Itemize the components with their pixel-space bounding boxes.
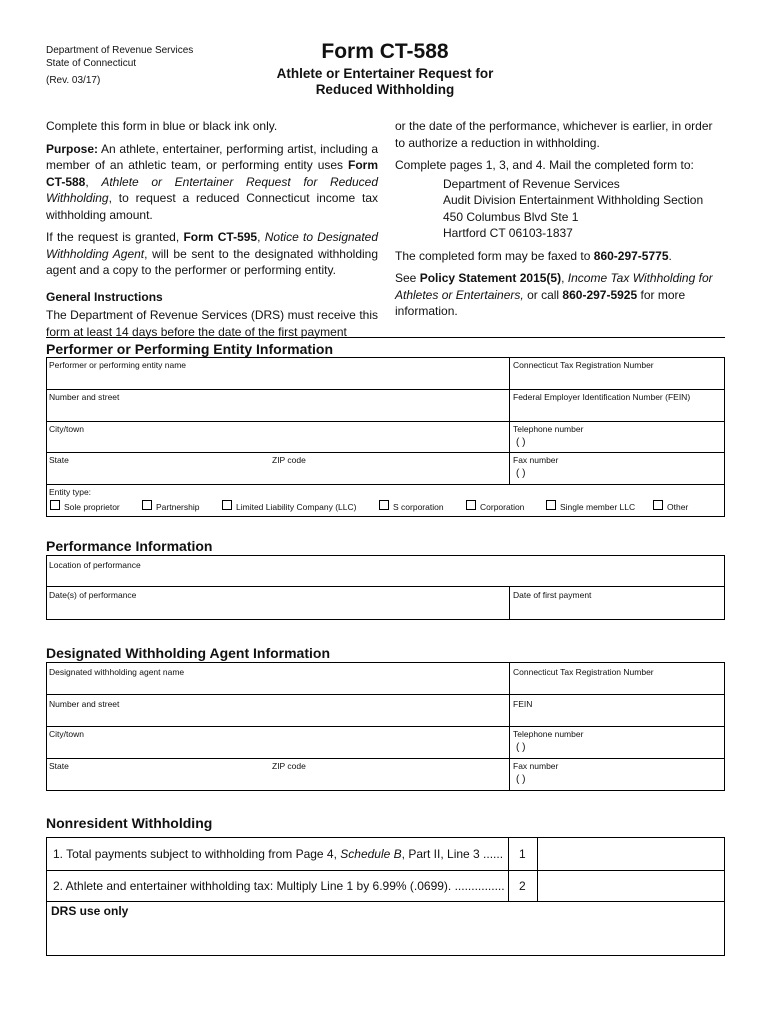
purpose-paragraph (46, 141, 378, 224)
granted-paragraph (46, 229, 378, 279)
line-1-text: 1. Total payments subject to withholding from Page 4, (53, 847, 341, 861)
continued-text: or the date of the performance, whichever is earlier, in order to authorize a reduction in withholding. (395, 119, 713, 150)
address-line: Hartford CT 06103-1837 (443, 226, 573, 240)
line-1-schedule: Schedule B (340, 847, 402, 861)
ink-note: Complete this form in blue or black ink only. (46, 119, 278, 133)
row-divider (46, 694, 725, 695)
performer-city-field[interactable]: City/town (49, 424, 84, 434)
performer-state-field[interactable]: State (49, 455, 69, 465)
dept-name: Department of Revenue Services (46, 45, 194, 56)
performer-fax-field[interactable]: Fax number (513, 455, 559, 465)
line-1-label (53, 847, 503, 861)
performance-box (46, 555, 725, 620)
policy-sep: , (561, 271, 568, 285)
purpose-text-end: , to request a reduced Connecticut income tax withholding amount. (46, 191, 378, 222)
agent-name-field[interactable]: Designated withholding agent name (49, 667, 185, 677)
col-divider (509, 586, 510, 620)
address-line: 450 Columbus Blvd Ste 1 (443, 209, 579, 224)
fax-paragraph (395, 248, 725, 265)
drs-use-only-label: DRS use only (51, 904, 129, 918)
agent-phone-field[interactable]: Telephone number (513, 729, 584, 739)
other-checkbox[interactable] (653, 500, 663, 510)
line-1-amount-field[interactable] (538, 838, 724, 870)
col-divider (509, 662, 510, 791)
performer-box (46, 357, 725, 517)
partnership-checkbox[interactable] (142, 500, 152, 510)
other-label: Other (667, 502, 689, 512)
general-instructions-text: The Department of Revenue Services (DRS) must receive this form at least 14 days before the date of the first payment (46, 308, 378, 339)
agent-zip-field[interactable]: ZIP code (272, 761, 306, 771)
agent-street-field[interactable]: Number and street (49, 699, 120, 709)
entity-type-label: Entity type: (49, 487, 92, 497)
instructions-left (46, 118, 378, 346)
line-1-text-end: , Part II, Line 3 ...... (401, 847, 504, 861)
address-line: Department of Revenue Services (443, 176, 620, 191)
agent-phone-area-code[interactable]: ( ) (516, 742, 526, 753)
col-divider (509, 357, 510, 484)
row-divider (46, 901, 725, 902)
phone-area-code[interactable]: ( ) (516, 437, 526, 448)
policy-title: Income Tax Withholding for Athletes or Entertainers, (395, 271, 713, 302)
call-text: or call (523, 287, 563, 302)
policy-paragraph (395, 270, 725, 320)
purpose-sep: , (85, 174, 102, 189)
call-number: 860-297-5925 (562, 287, 638, 302)
performer-phone-field[interactable]: Telephone number (513, 424, 584, 434)
single-member-llc-checkbox[interactable] (546, 500, 556, 510)
form-title: Form CT-588 (321, 40, 449, 63)
llc-checkbox[interactable] (222, 500, 232, 510)
row-divider (46, 452, 725, 453)
performance-dates-field[interactable]: Date(s) of performance (49, 590, 137, 600)
agent-fax-area-code[interactable]: ( ) (516, 774, 526, 785)
purpose-text: An athlete, entertainer, performing artist, including a member of an athletic team, or performing entity uses (46, 141, 378, 172)
first-payment-date-field[interactable]: Date of first payment (513, 590, 592, 600)
state-name: State of Connecticut (46, 58, 137, 69)
performer-section-title: Performer or Performing Entity Information (46, 341, 334, 357)
performer-fein-field[interactable]: Federal Employer Identification Number (FEIN) (513, 392, 691, 402)
granted-sep: , (257, 230, 265, 244)
performer-ct-reg-field[interactable]: Connecticut Tax Registration Number (513, 360, 654, 370)
agent-ct-reg-field[interactable]: Connecticut Tax Registration Number (513, 667, 654, 677)
sole-proprietor-label: Sole proprietor (64, 502, 120, 512)
s-corporation-label: S corporation (393, 502, 444, 512)
corporation-checkbox[interactable] (466, 500, 476, 510)
complete-pages-text: Complete pages 1, 3, and 4. Mail the completed form to: (395, 158, 694, 172)
agent-city-field[interactable]: City/town (49, 729, 84, 739)
granted-text-end: , will be sent to the designated withholding agent and a copy to the performer or performing entity. (46, 246, 379, 277)
purpose-label: Purpose: (46, 141, 99, 156)
sole-proprietor-checkbox[interactable] (50, 500, 60, 510)
purpose-form-title: Athlete or Entertainer Request for Reduced Withholding (46, 174, 378, 205)
agent-section-title: Designated Withholding Agent Information (46, 645, 330, 661)
agent-fax-field[interactable]: Fax number (513, 761, 559, 771)
single-member-llc-label: Single member LLC (560, 502, 636, 512)
performance-section-title: Performance Information (46, 538, 213, 554)
policy-statement: Policy Statement 2015(5) (419, 271, 562, 285)
fax-area-code[interactable]: ( ) (516, 468, 526, 479)
subtitle-line-1: Athlete or Entertainer Request for (276, 66, 494, 81)
line-1-number: 1 (519, 847, 526, 861)
location-field[interactable]: Location of performance (49, 560, 141, 570)
revision: (Rev. 03/17) (46, 75, 101, 86)
row-divider (46, 389, 725, 390)
performer-street-field[interactable]: Number and street (49, 392, 120, 402)
performer-zip-field[interactable]: ZIP code (272, 455, 306, 465)
withholding-section-title: Nonresident Withholding (46, 815, 213, 831)
granted-form: Form CT-595 (183, 230, 258, 244)
line-2-amount-field[interactable] (538, 871, 724, 901)
corporation-label: Corporation (480, 502, 525, 512)
instructions-right (395, 118, 725, 326)
s-corporation-checkbox[interactable] (379, 500, 389, 510)
section-rule (46, 337, 725, 338)
row-divider (46, 421, 725, 422)
see-text: See (395, 271, 420, 285)
performer-name-field[interactable]: Performer or performing entity name (49, 360, 186, 370)
granted-text: If the request is granted, (46, 230, 184, 244)
row-divider (46, 758, 725, 759)
mailing-address (395, 176, 725, 242)
row-divider (46, 726, 725, 727)
row-divider (46, 484, 725, 485)
form-subtitle (240, 66, 530, 98)
purpose-form: Form CT-588 (46, 158, 378, 189)
row-divider (46, 586, 725, 587)
col-divider (508, 837, 509, 901)
fax-end: . (668, 248, 672, 263)
partnership-label: Partnership (156, 502, 200, 512)
address-line: Audit Division Entertainment Withholding Section (443, 193, 704, 207)
subtitle-line-2: Reduced Withholding (315, 82, 455, 97)
form-header-agency (46, 44, 193, 87)
general-instructions-heading: General Instructions (46, 289, 163, 304)
llc-label: Limited Liability Company (LLC) (236, 502, 357, 512)
agent-state-field[interactable]: State (49, 761, 69, 771)
line-2-label: 2. Athlete and entertainer withholding tax: Multiply Line 1 by 6.99% (.0699). ............... (53, 879, 505, 893)
granted-form-title: Notice to Designated Withholding Agent (46, 230, 379, 261)
call-end: for more information. (395, 287, 686, 318)
fax-number: 860-297-5775 (593, 248, 669, 263)
agent-fein-field[interactable]: FEIN (513, 699, 533, 709)
line-2-number: 2 (519, 879, 526, 893)
fax-text: The completed form may be faxed to (395, 248, 594, 263)
